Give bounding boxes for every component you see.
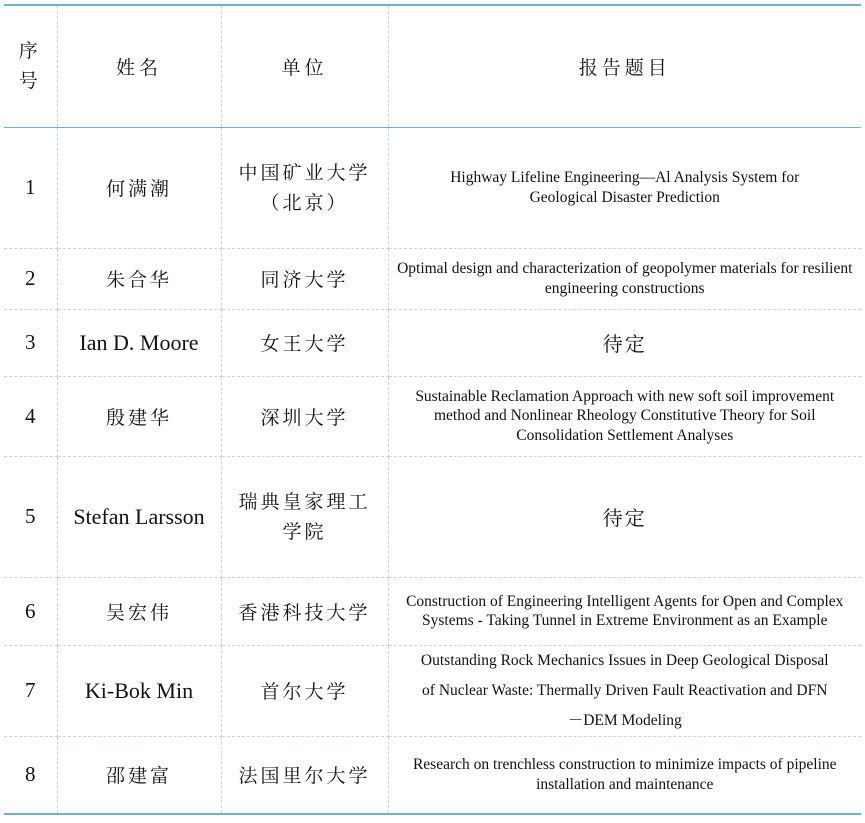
row-name: 吴宏伟 [57, 577, 221, 645]
row-name: 殷建华 [57, 376, 221, 456]
row-org [221, 456, 388, 577]
row-org: 首尔大学 [221, 645, 388, 736]
row-org-text: 中国矿业大学（北京） [238, 161, 371, 214]
header-index [4, 5, 57, 127]
row-topic [388, 645, 861, 736]
row-index: 4 [4, 376, 57, 456]
row-topic-text: Sustainable Reclamation Approach with new soft soil improvement method and Nonlinear Rheology Constitutive Theory for Soil Consolidation Settlement Analyses [415, 387, 835, 444]
table-row [4, 645, 861, 736]
row-index: 2 [4, 248, 57, 309]
table-row [4, 248, 861, 309]
row-topic [388, 127, 861, 248]
row-topic-text: Outstanding Rock Mechanics Issues in Deep Geological Disposal of Nuclear Waste: Thermally Driven Fault Reactivation and DFN－DEM Modeling [420, 651, 829, 729]
row-name: 邵建富 [57, 736, 221, 814]
row-index: 7 [4, 645, 57, 736]
row-name: Ian D. Moore [57, 309, 221, 376]
row-topic [388, 376, 861, 456]
table-row [4, 736, 861, 814]
table-row [4, 127, 861, 248]
table-row [4, 456, 861, 577]
header-org: 单位 [221, 5, 388, 127]
row-topic: 待定 [388, 456, 861, 577]
row-name: 何满潮 [57, 127, 221, 248]
row-org-text: 瑞典皇家理工学院 [238, 490, 371, 543]
row-index: 8 [4, 736, 57, 814]
table-row [4, 309, 861, 376]
header-name: 姓名 [57, 5, 221, 127]
row-topic-text: Construction of Engineering Intelligent Agents for Open and Complex Systems - Taking Tunnel in Extreme Environment as an Example [406, 592, 844, 629]
row-topic: 待定 [388, 309, 861, 376]
row-org: 深圳大学 [221, 376, 388, 456]
row-index: 6 [4, 577, 57, 645]
row-topic [388, 248, 861, 309]
row-org: 女王大学 [221, 309, 388, 376]
row-name: 朱合华 [57, 248, 221, 309]
header-index-line2: 号 [18, 70, 42, 93]
row-topic-text: Highway Lifeline Engineering—Al Analysis System for Geological Disaster Prediction [450, 169, 800, 206]
row-org: 同济大学 [221, 248, 388, 309]
speaker-schedule-table [4, 4, 861, 815]
table-header-row [4, 5, 861, 127]
row-topic [388, 577, 861, 645]
row-org: 香港科技大学 [221, 577, 388, 645]
row-name: Ki-Bok Min [57, 645, 221, 736]
row-index: 5 [4, 456, 57, 577]
row-index: 1 [4, 127, 57, 248]
table-row [4, 577, 861, 645]
row-org: 法国里尔大学 [221, 736, 388, 814]
row-index: 3 [4, 309, 57, 376]
row-name: Stefan Larsson [57, 456, 221, 577]
row-org [221, 127, 388, 248]
header-topic: 报告题目 [388, 5, 861, 127]
header-index-line1: 序 [18, 40, 42, 63]
row-topic-text: Optimal design and characterization of geopolymer materials for resilient engineering constructions [397, 260, 853, 297]
table-row [4, 376, 861, 456]
row-topic [388, 736, 861, 814]
row-topic-text: Research on trenchless construction to minimize impacts of pipeline installation and maintenance [412, 756, 837, 793]
